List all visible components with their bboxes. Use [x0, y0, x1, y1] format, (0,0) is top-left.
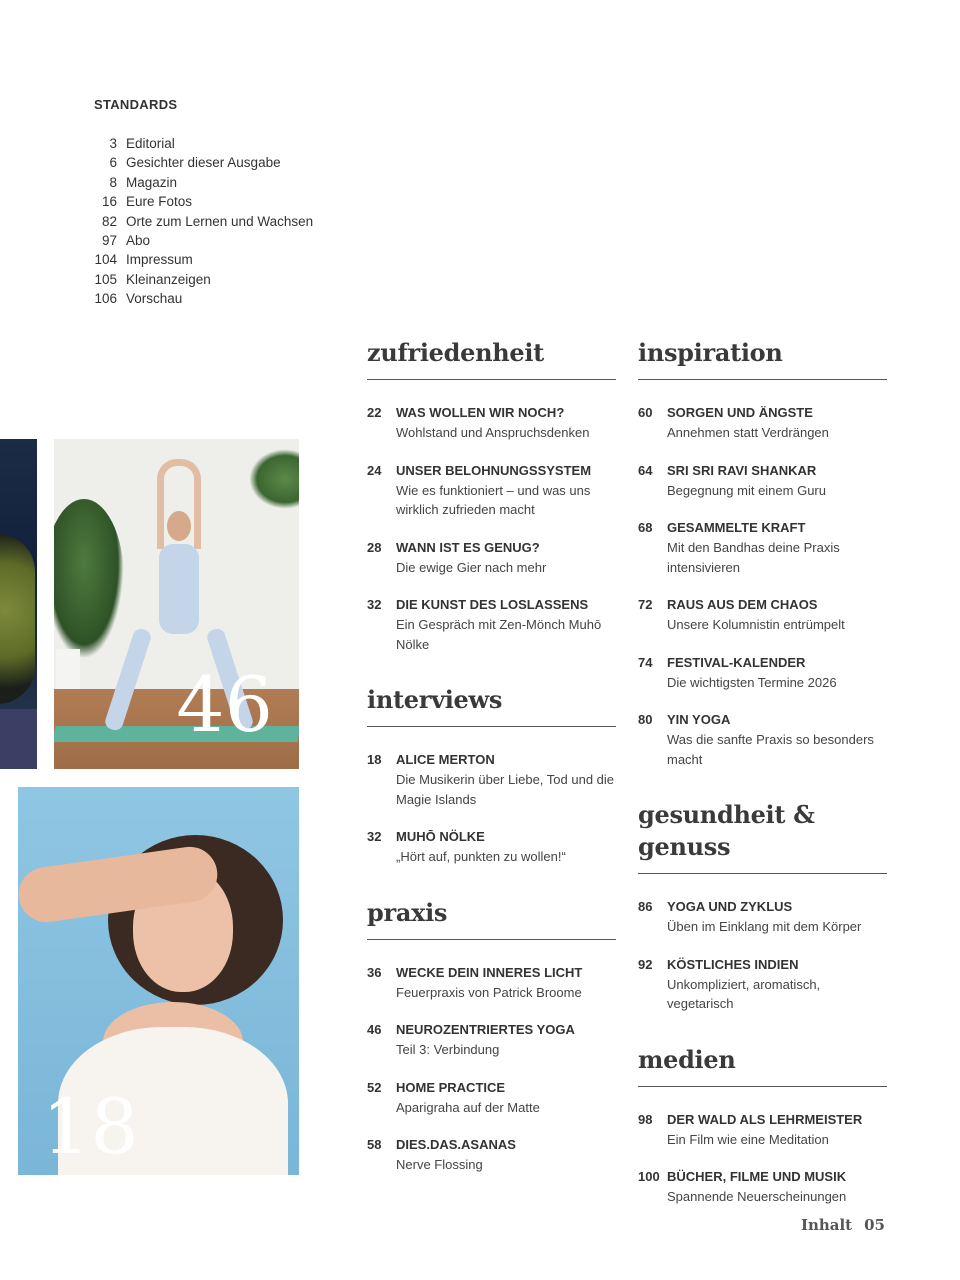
toc-entry-page: 52: [367, 1079, 382, 1095]
portrait-photo-page-number: 18: [42, 1082, 139, 1171]
standards-item: [94, 153, 354, 172]
toc-entry-title: BÜCHER, FILME UND MUSIK: [667, 1169, 847, 1184]
standards-item-page: 104: [94, 252, 117, 268]
standards-item: [94, 192, 354, 211]
section-gesundheit: [638, 799, 887, 1014]
toc-entry[interactable]: [638, 518, 887, 577]
toc-entry-subtitle: Nerve Flossing: [396, 1157, 483, 1172]
standards-item-label: Editorial: [126, 136, 175, 151]
toc-entry[interactable]: [367, 538, 616, 578]
toc-entry-page: 24: [367, 462, 382, 478]
standards-item: [94, 212, 354, 231]
standards-heading: STANDARDS: [94, 97, 178, 112]
toc-entry-subtitle: Spannende Neuerscheinungen: [667, 1189, 847, 1204]
toc-entry-page: 98: [638, 1111, 653, 1127]
section-medien: [638, 1044, 887, 1207]
yoga-photo-page-number: 46: [176, 660, 273, 749]
toc-entry-subtitle: Begegnung mit einem Guru: [667, 482, 826, 498]
toc-entry[interactable]: [638, 1167, 887, 1207]
toc-entry-page: 22: [367, 405, 382, 420]
toc-entry[interactable]: [367, 1020, 616, 1060]
toc-entry-subtitle: Aparigraha auf der Matte: [396, 1099, 540, 1115]
toc-entry-title: DER WALD ALS LEHRMEISTER: [667, 1111, 863, 1127]
toc-entry-subtitle: Die ewige Gier nach mehr: [396, 559, 547, 575]
section-title: zufriedenheit: [367, 337, 616, 380]
toc-entry-title: WANN IST ES GENUG?: [396, 539, 540, 555]
toc-entry-subtitle: Teil 3: Verbindung: [396, 1042, 500, 1057]
toc-entry-page: 60: [638, 405, 653, 420]
standards-item-page: 6: [109, 155, 117, 171]
toc-entry-subtitle: Wie es funktioniert – und was uns wirklich zufrieden macht: [396, 482, 591, 517]
toc-entry-title: SRI SRI RAVI SHANKAR: [667, 462, 817, 478]
toc-entry[interactable]: [367, 1078, 616, 1118]
toc-entry-page: 74: [638, 654, 653, 670]
standards-item-page: 3: [109, 136, 117, 151]
toc-entry-page: 58: [367, 1137, 382, 1152]
section-inspiration: [638, 337, 887, 769]
toc-entry-subtitle: „Hört auf, punkten zu wollen!“: [396, 849, 566, 864]
standards-item: [94, 173, 354, 192]
toc-entry-title: YIN YOGA: [667, 712, 731, 727]
standards-item-page: 8: [109, 174, 117, 190]
toc-entry[interactable]: [367, 595, 616, 654]
toc-entry-page: 100: [638, 1169, 660, 1184]
section-interviews: [367, 684, 616, 867]
toc-entry-subtitle: Unkompliziert, aromatisch, vegetarisch: [667, 976, 821, 1011]
toc-entry-page: 46: [367, 1022, 382, 1037]
toc-entry[interactable]: [367, 461, 616, 520]
standards-item: [94, 250, 354, 269]
standards-item: [94, 289, 354, 308]
standards-item-page: 82: [101, 213, 117, 229]
portrait-photo: [18, 787, 299, 1175]
toc-entry-title: RAUS AUS DEM CHAOS: [667, 597, 818, 612]
toc-entry[interactable]: [367, 1135, 616, 1175]
toc-entry-subtitle: Üben im Einklang mit dem Körper: [667, 919, 862, 934]
toc-entry-page: 72: [638, 597, 653, 612]
toc-entry-title: MUHŌ NÖLKE: [396, 829, 485, 844]
page-footer: [789, 1216, 885, 1234]
standards-rows: [94, 134, 354, 309]
toc-entry-title: GESAMMELTE KRAFT: [667, 520, 806, 535]
toc-column-right: [638, 337, 887, 1225]
yoga-photo: [54, 439, 299, 769]
toc-entry-page: 28: [367, 539, 382, 555]
toc-entry-subtitle: Was die sanfte Praxis so besonders macht: [667, 732, 874, 767]
standards-item-page: 97: [101, 232, 117, 248]
toc-entry[interactable]: [638, 461, 887, 501]
section-title: interviews: [367, 684, 616, 727]
standards-item: [94, 231, 354, 250]
toc-entry-title: UNSER BELOHNUNGSSYSTEM: [396, 462, 592, 478]
standards-item-label: Vorschau: [126, 291, 183, 307]
standards-list: [94, 97, 354, 309]
standards-item-label: Orte zum Lernen und Wachsen: [126, 213, 314, 229]
standards-item-label: Gesichter dieser Ausgabe: [126, 155, 281, 171]
toc-entry[interactable]: [367, 750, 616, 809]
toc-entry-page: 18: [367, 752, 382, 767]
toc-entry-subtitle: Die Musikerin über Liebe, Tod und die Magie Islands: [396, 772, 615, 807]
toc-entry[interactable]: [638, 403, 887, 443]
standards-item: [94, 134, 354, 153]
toc-entry[interactable]: [367, 963, 616, 1003]
toc-entry-page: 36: [367, 964, 382, 980]
toc-entry-title: DIE KUNST DES LOSLASSENS: [396, 597, 589, 612]
toc-entry-page: 80: [638, 712, 653, 727]
toc-entry-title: HOME PRACTICE: [396, 1079, 506, 1095]
section-zufriedenheit: [367, 337, 616, 654]
toc-entry-subtitle: Die wichtigsten Termine 2026: [667, 674, 837, 690]
toc-entry-title: KÖSTLICHES INDIEN: [667, 956, 799, 972]
section-title: gesundheit & genuss: [638, 799, 887, 874]
standards-item-label: Impressum: [126, 252, 193, 268]
toc-entry-title: FESTIVAL-KALENDER: [667, 654, 806, 670]
toc-entry-title: SORGEN UND ÄNGSTE: [667, 405, 813, 420]
toc-entry-page: 32: [367, 829, 382, 844]
toc-entry[interactable]: [638, 955, 887, 1014]
standards-item-label: Kleinanzeigen: [126, 271, 211, 287]
toc-entry-page: 86: [638, 899, 653, 914]
toc-entry-subtitle: Wohlstand und Anspruchsdenken: [396, 425, 590, 440]
food-photo: [0, 439, 37, 769]
toc-entry[interactable]: [638, 897, 887, 937]
toc-entry-subtitle: Ein Film wie eine Meditation: [667, 1131, 829, 1147]
toc-entry-title: YOGA UND ZYKLUS: [667, 899, 793, 914]
toc-entry-subtitle: Mit den Bandhas deine Praxis intensivieren: [667, 540, 840, 575]
toc-entry-page: 68: [638, 520, 653, 535]
toc-entry-title: DIES.DAS.ASANAS: [396, 1137, 516, 1152]
section-praxis: [367, 897, 616, 1175]
standards-item-label: Eure Fotos: [126, 194, 193, 210]
toc-entry-subtitle: Ein Gespräch mit Zen-Mönch Muhō Nölke: [396, 617, 602, 652]
footer-label: Inhalt: [800, 1216, 853, 1234]
toc-entry-subtitle: Feuerpraxis von Patrick Broome: [396, 984, 582, 1000]
toc-entry-title: NEUROZENTRIERTES YOGA: [396, 1022, 575, 1037]
toc-entry-title: ALICE MERTON: [396, 752, 495, 767]
toc-entry-subtitle: Annehmen statt Verdrängen: [667, 425, 829, 440]
toc-entry-title: WAS WOLLEN WIR NOCH?: [396, 405, 565, 420]
standards-item-page: 16: [101, 194, 117, 210]
standards-item: [94, 270, 354, 289]
toc-entry-subtitle: Unsere Kolumnistin entrümpelt: [667, 617, 845, 632]
standards-item-page: 106: [94, 291, 117, 307]
standards-item-page: 105: [94, 271, 117, 287]
toc-entry-title: WECKE DEIN INNERES LICHT: [396, 964, 583, 980]
toc-column-left: [367, 337, 616, 1193]
standards-item-label: Abo: [126, 232, 151, 248]
toc-entry-page: 64: [638, 462, 653, 478]
toc-entry[interactable]: [638, 595, 887, 635]
footer-page-number: 05: [864, 1216, 885, 1234]
toc-entry-page: 92: [638, 956, 653, 972]
toc-entry-page: 32: [367, 597, 382, 612]
section-title: medien: [638, 1044, 887, 1087]
toc-entry[interactable]: [638, 1110, 887, 1150]
standards-item-label: Magazin: [126, 174, 178, 190]
toc-entry[interactable]: [638, 710, 887, 769]
toc-entry[interactable]: [638, 653, 887, 693]
section-title: inspiration: [638, 337, 887, 380]
toc-entry[interactable]: [367, 403, 616, 443]
toc-entry[interactable]: [367, 827, 616, 867]
section-title: praxis: [367, 897, 616, 940]
